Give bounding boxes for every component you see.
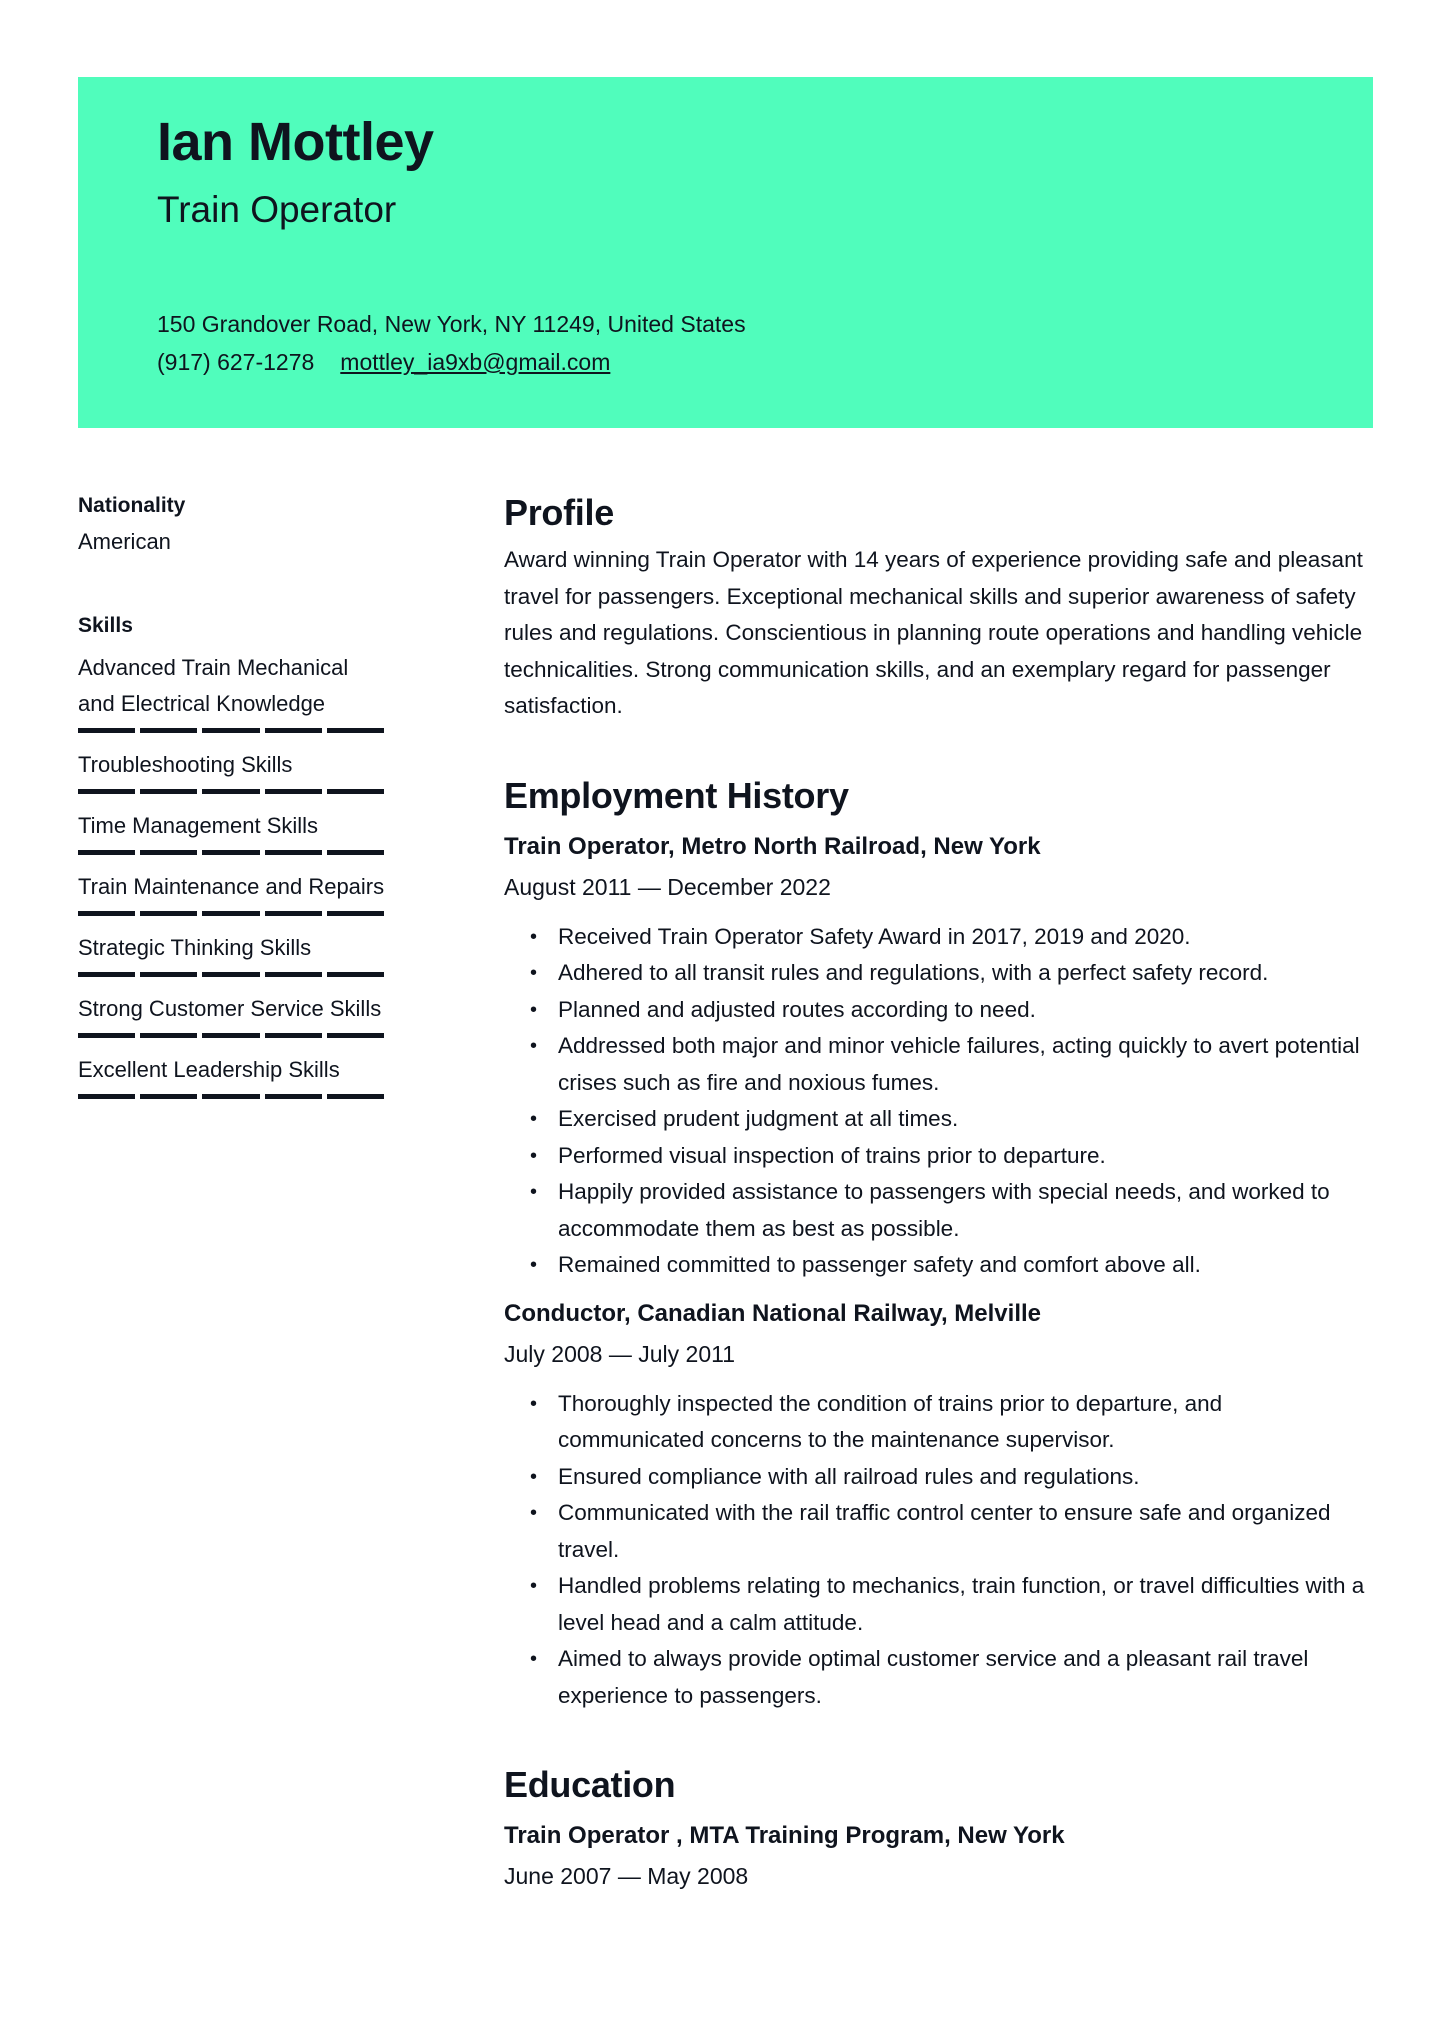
education-entry [504, 1816, 1374, 1896]
address: 150 Grandover Road, New York, NY 11249, United States [157, 311, 746, 337]
skills-section [78, 608, 388, 1099]
education-heading: Education [504, 1764, 676, 1805]
phone: (917) 627-1278 [157, 349, 315, 375]
job-title: Conductor, Canadian National Railway, Melville [504, 1299, 1041, 1327]
skill-level-segment [327, 789, 384, 794]
skill-level-segment [140, 789, 197, 794]
job-bullets [504, 1386, 1374, 1715]
job-bullet: • Exercised prudent judgment at all times. [504, 1101, 1374, 1138]
job-dates: August 2011 — December 2022 [504, 873, 831, 900]
skill-label: Strong Customer Service Skills [78, 996, 382, 1021]
sidebar [78, 488, 388, 1113]
skill-level-segment [140, 911, 197, 916]
job-bullet: • Adhered to all transit rules and regulations, with a perfect safety record. [504, 955, 1374, 992]
skill-level-segment [265, 850, 322, 855]
education-dates: June 2007 — May 2008 [504, 1863, 749, 1889]
skill-level-segment [78, 850, 135, 855]
skill-level-bar [78, 972, 384, 977]
skill-level-bar [78, 728, 384, 733]
skill-level-segment [202, 789, 259, 794]
skill-level-segment [202, 911, 259, 916]
skill-item [78, 991, 388, 1038]
skill-level-bar [78, 911, 384, 916]
skill-level-segment [265, 911, 322, 916]
skill-item [78, 1052, 388, 1099]
skill-label: Advanced Train Mechanical and Electrical Knowledge [78, 655, 349, 716]
skill-level-segment [140, 1094, 197, 1099]
skill-level-segment [140, 850, 197, 855]
job-title: Train Operator, Metro North Railroad, New York [504, 832, 1041, 860]
skill-label: Strategic Thinking Skills [78, 935, 312, 960]
skill-level-segment [78, 1033, 135, 1038]
contact-line [157, 349, 610, 377]
job-bullet: • Ensured compliance with all railroad rules and regulations. [504, 1459, 1374, 1496]
skill-level-segment [78, 789, 135, 794]
education-section [504, 1760, 1374, 1896]
profile-text: Award winning Train Operator with 14 years of experience providing safe and pleasant travel for passengers. Exceptional mechanical skills and superior awareness of safety rules and regulations. Conscientious in planning route operations and handling vehicle technicalities. Strong communication skills, and an exemplary regard for passenger satisfaction. [504, 547, 1363, 718]
skill-level-segment [327, 850, 384, 855]
skill-label: Excellent Leadership Skills [78, 1057, 340, 1082]
skill-level-segment [140, 972, 197, 977]
candidate-name: Ian Mottley [157, 112, 434, 172]
job-bullet: • Addressed both major and minor vehicle failures, acting quickly to avert potential crises such as fire and noxious fumes. [504, 1028, 1374, 1101]
job-bullet: • Aimed to always provide optimal customer service and a pleasant rail travel experience to passengers. [504, 1641, 1374, 1714]
skill-level-segment [327, 911, 384, 916]
profile-section [504, 488, 1374, 725]
job-bullet: • Happily provided assistance to passengers with special needs, and worked to accommodate them as best as possible. [504, 1174, 1374, 1247]
skill-level-segment [327, 1094, 384, 1099]
skill-level-segment [78, 911, 135, 916]
skills-heading: Skills [78, 614, 133, 637]
skill-level-segment [140, 728, 197, 733]
skill-level-segment [78, 1094, 135, 1099]
skills-list [78, 650, 388, 1099]
skill-level-segment [202, 972, 259, 977]
skill-label: Train Maintenance and Repairs [78, 874, 385, 899]
skill-level-segment [202, 850, 259, 855]
nationality-section [78, 488, 388, 560]
job-bullet: • Handled problems relating to mechanics, train function, or travel difficulties with a level head and a calm attitude. [504, 1568, 1374, 1641]
skill-label: Troubleshooting Skills [78, 752, 293, 777]
job-bullet: • Communicated with the rail traffic control center to ensure safe and organized travel. [504, 1495, 1374, 1568]
skill-level-segment [140, 1033, 197, 1038]
skill-level-segment [202, 1033, 259, 1038]
skill-level-segment [265, 728, 322, 733]
nationality-heading: Nationality [78, 494, 186, 517]
job-bullet: • Performed visual inspection of trains prior to departure. [504, 1138, 1374, 1175]
email-link[interactable]: mottley_ia9xb@gmail.com [340, 349, 611, 375]
skill-level-segment [265, 789, 322, 794]
skill-label: Time Management Skills [78, 813, 319, 838]
skill-item [78, 650, 388, 733]
main-content [504, 488, 1374, 1942]
skill-item [78, 808, 388, 855]
job-bullet: • Planned and adjusted routes according to need. [504, 992, 1374, 1029]
job-entry [504, 1294, 1374, 1715]
jobs-list [504, 827, 1374, 1715]
candidate-title: Train Operator [157, 189, 397, 230]
profile-heading: Profile [504, 492, 614, 533]
skill-level-segment [265, 1094, 322, 1099]
skill-level-bar [78, 1094, 384, 1099]
job-dates: July 2008 — July 2011 [504, 1340, 735, 1367]
education-title: Train Operator , MTA Training Program, New York [504, 1822, 1065, 1849]
skill-item [78, 747, 388, 794]
skill-level-segment [78, 972, 135, 977]
skill-item [78, 930, 388, 977]
job-bullets [504, 919, 1374, 1284]
job-bullet: • Remained committed to passenger safety and comfort above all. [504, 1247, 1374, 1284]
skill-item [78, 869, 388, 916]
job-entry [504, 827, 1374, 1284]
employment-section [504, 771, 1374, 1715]
skill-level-segment [265, 972, 322, 977]
skill-level-segment [78, 728, 135, 733]
skill-level-segment [327, 972, 384, 977]
skill-level-segment [327, 728, 384, 733]
skill-level-segment [327, 1033, 384, 1038]
skill-level-segment [202, 1094, 259, 1099]
nationality-value: American [78, 529, 171, 554]
resume-header [78, 77, 1373, 428]
skill-level-segment [202, 728, 259, 733]
job-bullet: • Received Train Operator Safety Award in 2017, 2019 and 2020. [504, 919, 1374, 956]
skill-level-segment [265, 1033, 322, 1038]
skill-level-bar [78, 1033, 384, 1038]
employment-heading: Employment History [504, 774, 849, 816]
education-list [504, 1816, 1374, 1896]
job-bullet: • Thoroughly inspected the condition of trains prior to departure, and communicated concerns to the maintenance supervisor. [504, 1386, 1374, 1459]
skill-level-bar [78, 789, 384, 794]
skill-level-bar [78, 850, 384, 855]
